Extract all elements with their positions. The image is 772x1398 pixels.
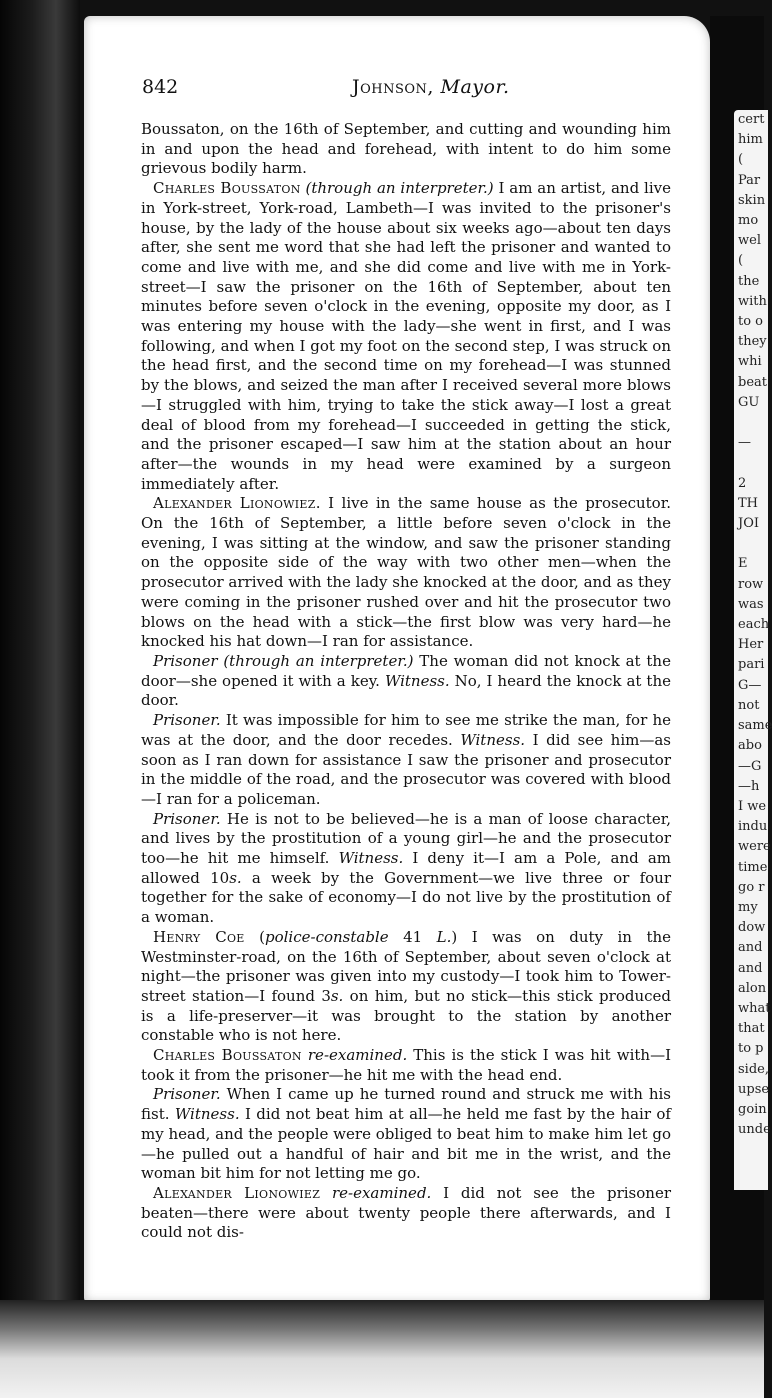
testimony-note: police-constable xyxy=(265,927,389,946)
prisoner-label: Prisoner. xyxy=(153,1085,221,1104)
witness-name: Alexander Lionowiez. xyxy=(153,494,321,513)
witness-name: Charles Boussaton xyxy=(153,179,301,198)
adjacent-page-line: ( xyxy=(738,253,744,269)
running-title-role: Mayor. xyxy=(440,76,510,98)
question-text: It was impossible for him to see me strike the man, for he was at the door, and the door recedes. xyxy=(141,711,671,749)
adjacent-page-line: Par xyxy=(738,172,761,188)
adjacent-page-line: and xyxy=(738,960,763,976)
adjacent-page-line: same xyxy=(738,718,772,734)
adjacent-page-line: was xyxy=(738,596,764,612)
witness-label: Witness. xyxy=(384,671,450,690)
question-text: When I came up he turned round and struck me with his fist. xyxy=(141,1085,671,1124)
book-binding-edge xyxy=(0,0,80,1300)
testimony-text: on him, but no stick—this stick produced is a life-preserver—it was brought to the station by another constable who is not here. xyxy=(141,986,671,1045)
adjacent-page-line: mo xyxy=(738,213,759,229)
witness-name: Henry Coe xyxy=(153,927,245,946)
adjacent-page-line: — xyxy=(738,435,751,451)
page-body-text xyxy=(141,120,671,1243)
paren-close: ) xyxy=(451,927,458,946)
testimony-note: (through an interpreter.) xyxy=(223,651,414,670)
adjacent-page-line: and xyxy=(738,940,763,956)
testimony-text: This is the stick I was hit with—I took it from the prisoner—he hit me with the head end. xyxy=(141,1046,671,1084)
question-text: The woman did not knock at the door—she opened it with a key. xyxy=(141,651,671,690)
adjacent-page-line: TH xyxy=(738,495,759,511)
testimony-text: I live in the same house as the prosecutor. On the 16th of September, a little before seven o'clock in the evening, I was sitting at the window, and saw the prisoner standing on the opposite side of the way with two other men—when the prosecutor arrived with the lady she knocked at the door, and as they were coming in the prisoner rushed over and hit the prosecutor two blows on the head with a stick—the first blow was very hard—he knocked his hat down—I ran for assistance. xyxy=(141,494,671,651)
answer-text: No, I heard the knock at the door. xyxy=(141,671,671,710)
adjacent-page-line: indu xyxy=(738,819,768,835)
paragraph-boussaton-reexamined xyxy=(141,1046,671,1085)
testimony-text: I did not see the prisoner beaten—there were about twenty people there afterwards, and I could not dis- xyxy=(141,1183,671,1242)
paragraph-boussaton-testimony xyxy=(141,179,671,494)
paragraph-prisoner-question-4 xyxy=(141,1085,671,1184)
witness-name: Alexander Lionowiez xyxy=(153,1183,321,1202)
adjacent-page-line: row xyxy=(738,576,764,592)
adjacent-page-line: not xyxy=(738,697,760,713)
adjacent-page-line: G— xyxy=(738,677,762,693)
adjacent-page-line: E xyxy=(738,556,748,572)
testimony-note: (through an interpreter.) xyxy=(305,179,494,198)
adjacent-page-line: to o xyxy=(738,314,764,330)
adjacent-page-line: with xyxy=(738,293,767,309)
adjacent-page-line: side, xyxy=(738,1061,769,1077)
paragraph-prisoner-question-1 xyxy=(141,652,671,711)
witness-label: Witness. xyxy=(460,730,526,749)
adjacent-page-line: were xyxy=(738,839,771,855)
question-text: He is not to be believed—he is a man of loose character, and lives by the prostitution of a young girl—he and the prosecutor too—he hit me himself. xyxy=(141,809,671,868)
adjacent-page-line: —G xyxy=(738,758,762,774)
adjacent-page-line: —h xyxy=(738,778,760,794)
prisoner-label: Prisoner. xyxy=(153,711,221,730)
adjacent-page-line: Her xyxy=(738,637,764,653)
prisoner-label: Prisoner xyxy=(153,651,218,670)
adjacent-page-line: the xyxy=(738,273,760,289)
running-title-name: Johnson, xyxy=(352,76,434,98)
answer-text: I did not beat him at all—he held me fast by the hair of my head, and the people were obliged to beat him to make him let go—he pulled out a handful of hair and bit me in the wrist, and the woman bit him for not letting me go. xyxy=(141,1105,671,1183)
witness-label: Witness. xyxy=(174,1105,240,1124)
paragraph-prisoner-question-2 xyxy=(141,711,671,810)
adjacent-page-line: JOI xyxy=(738,516,760,532)
adjacent-page-line: go r xyxy=(738,879,765,895)
adjacent-page-line xyxy=(738,453,768,473)
adjacent-page-line: that xyxy=(738,1021,765,1037)
shilling-abbrev: s. xyxy=(330,986,344,1005)
prisoner-label: Prisoner. xyxy=(153,809,221,828)
constable-division: L. xyxy=(436,927,452,946)
constable-number: 41 xyxy=(388,927,437,946)
adjacent-page-line: unde xyxy=(738,1122,771,1138)
running-title xyxy=(352,76,510,98)
book-page xyxy=(84,16,710,1302)
paragraph-indictment-end: Boussaton, on the 16th of September, and cutting and wounding him in and upon the head and forehead, with intent to do him some grievous bodily harm. xyxy=(141,120,671,178)
scanner-bed-edge xyxy=(0,1300,764,1398)
page-number: 842 xyxy=(142,76,179,98)
answer-text: I deny it—I am a Pole, and am allowed 10 xyxy=(141,849,671,887)
adjacent-page-line: to p xyxy=(738,1041,764,1057)
adjacent-page-line: alon xyxy=(738,980,767,996)
answer-text: I did see him—as soon as I ran down for assistance I saw the prisoner and prosecutor in the middle of the road, and the prosecutor was covered with blood—I ran for a policeman. xyxy=(141,730,671,808)
adjacent-page-line: wel xyxy=(738,233,761,249)
adjacent-page-line: whi xyxy=(738,354,762,370)
paragraph-lionowiez-testimony xyxy=(141,494,671,652)
witness-label: Witness. xyxy=(338,849,404,868)
adjacent-page-line: ( xyxy=(738,152,744,168)
adjacent-page-line: skin xyxy=(738,192,766,208)
adjacent-page-line: upse xyxy=(738,1081,770,1097)
paragraph-prisoner-question-3 xyxy=(141,810,671,928)
testimony-note: re-examined. xyxy=(307,1046,408,1065)
shilling-abbrev: s. xyxy=(229,868,242,887)
paragraph-coe-testimony xyxy=(141,928,671,1046)
adjacent-page-line: cert xyxy=(738,112,765,127)
adjacent-page-line: each xyxy=(738,617,770,633)
adjacent-page-line: pari xyxy=(738,657,765,673)
adjacent-page-line: time xyxy=(738,859,768,875)
witness-name: Charles Boussaton xyxy=(153,1046,302,1065)
adjacent-page-line: what xyxy=(738,1000,771,1016)
adjacent-page-line: dow xyxy=(738,920,766,936)
testimony-note: re-examined. xyxy=(331,1183,432,1202)
adjacent-page-line: him xyxy=(738,132,763,148)
testimony-text: I was on duty in the Westminster-road, on the 16th of September, about seven o'clock at night—the prisoner was given into my custody—I took him to Tower-street station—I found 3 xyxy=(141,927,672,1005)
answer-text: a week by the Government—we live three or four together for the sake of economy—I do not live by the prostitution of a woman. xyxy=(141,868,671,927)
paragraph-lionowiez-reexamined xyxy=(141,1184,671,1243)
paren-open: ( xyxy=(259,927,265,946)
adjacent-page-line: I we xyxy=(738,798,767,814)
adjacent-page-line: beat xyxy=(738,374,767,390)
adjacent-page-line: my xyxy=(738,899,758,915)
running-head xyxy=(142,76,652,104)
adjacent-page-line: 2 xyxy=(738,475,747,491)
adjacent-page-fragment xyxy=(734,110,772,1190)
adjacent-page-line xyxy=(738,413,768,433)
adjacent-page-line: GU xyxy=(738,394,760,410)
testimony-text: I am an artist, and live in York-street, York-road, Lambeth—I was invited to the prisoner's house, by the lady of the house about six weeks ago—about ten days after, she sent me word that she had left the prisoner and wanted to come and live with me, and she did come and live with me in York-street—I saw the prisoner on the 16th of September, about ten minutes before seven o'clock in the evening, opposite my door, as I was entering my house with the lady—she went in first, and I was following, and when I got my foot on the second step, I was struck on the head first, and the second time on my forehead—I was stunned by the blows, and seized the man after I received several more blows—I struggled with him, trying to take the stick away—I lost a great deal of blood from my forehead—I succeeded in getting the stick, and the prisoner escaped—I saw him at the station about an hour after—the wounds in my head were examined by a surgeon immediately after. xyxy=(141,179,671,493)
adjacent-page-line xyxy=(738,534,768,554)
adjacent-page-line: abo xyxy=(738,738,762,754)
adjacent-page-line: they xyxy=(738,334,767,350)
adjacent-page-line: goin xyxy=(738,1101,767,1117)
